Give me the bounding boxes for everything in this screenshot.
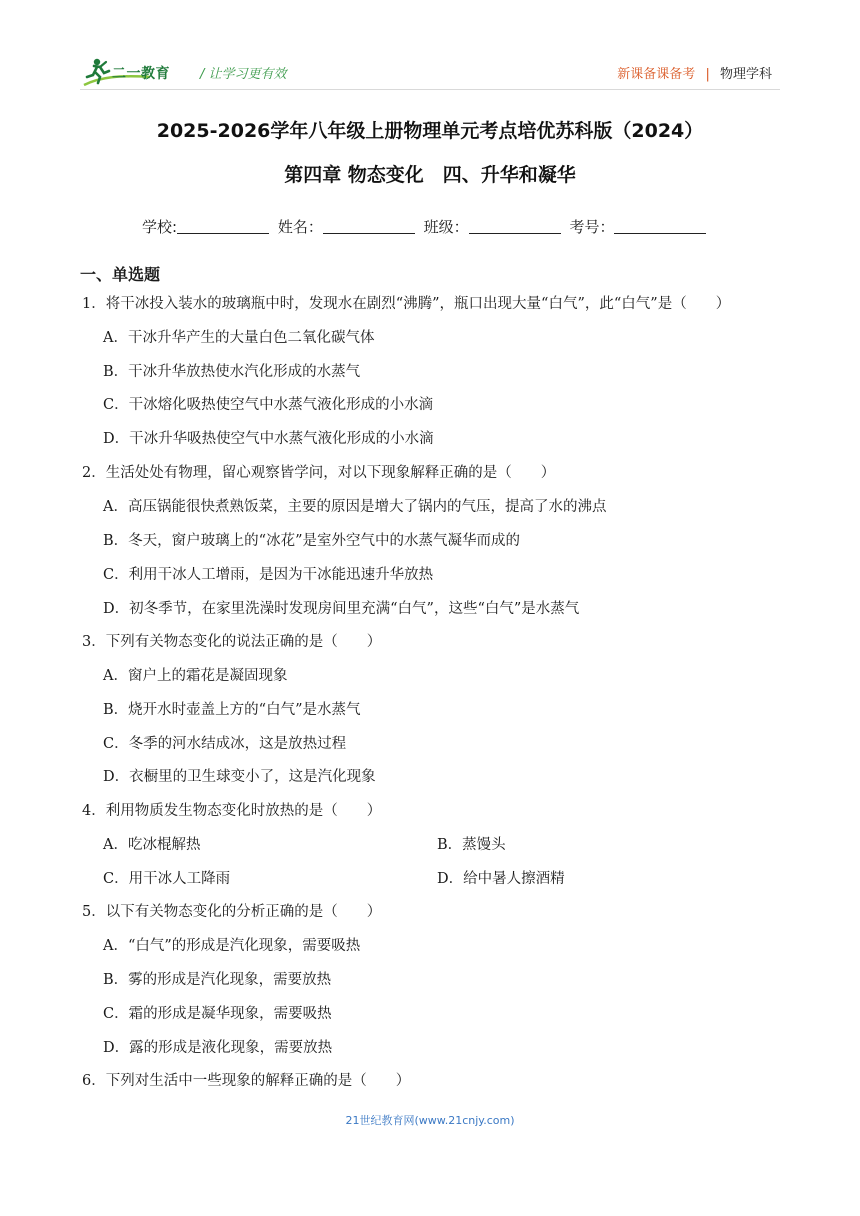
brand-logo [80,55,190,89]
logo-text: 二一教育 [112,66,170,82]
question-option: B．干冰升华放热使水汽化形成的水蒸气 [103,364,361,380]
question-option: A．吃冰棍解热 [103,837,201,853]
question-option: B．冬天，窗户玻璃上的“冰花”是室外空气中的水蒸气凝华而成的 [103,533,520,549]
question-option: A．高压锅能很快煮熟饭菜，主要的原因是增大了锅内的气压，提高了水的沸点 [103,499,607,515]
page-header [80,55,780,91]
question-stem: 6．下列对生活中一些现象的解释正确的是（ ） [82,1073,411,1089]
question-option: D．给中暑人擦酒精 [437,871,565,887]
question-stem: 2．生活处处有物理，留心观察皆学问，对以下现象解释正确的是（ ） [82,465,556,481]
page-title: 2025-2026学年八年级上册物理单元考点培优苏科版（2024） [156,120,704,142]
section-title: 一、单选题 [80,265,161,284]
header-divider [80,89,780,90]
question-option: C．干冰熔化吸热使空气中水蒸气液化形成的小水滴 [103,397,434,413]
class-label: 班级： [423,218,469,236]
question-option: B．蒸馒头 [437,837,506,853]
question-option: B．烧开水时壶盖上方的“白气”是水蒸气 [103,702,361,718]
question-option: A．窗户上的霜花是凝固现象 [103,668,288,684]
question-option: C．冬季的河水结成冰，这是放热过程 [103,736,347,752]
question-stem: 4．利用物质发生物态变化时放热的是（ ） [82,803,382,819]
name-label: 姓名： [277,218,323,236]
number-blank [614,219,706,234]
question-stem: 1．将干冰投入装水的玻璃瓶中时，发现水在剧烈“沸腾”，瓶口出现大量“白气”，此“白气”是（ ） [82,296,731,312]
header-separator: | [705,67,710,82]
header-right [617,63,772,82]
question-stem: 5．以下有关物态变化的分析正确的是（ ） [82,904,382,920]
school-blank [177,219,269,234]
question-option: A．干冰升华产生的大量白色二氧化碳气体 [103,330,375,346]
student-info [142,216,710,237]
question-option: D．露的形成是液化现象，需要放热 [103,1040,333,1056]
question-option: D．衣橱里的卫生球变小了，这是汽化现象 [103,769,376,785]
question-option: D．初冬季节，在家里洗澡时发现房间里充满“白气”，这些“白气”是水蒸气 [103,601,580,617]
question-option: D．干冰升华吸热使空气中水蒸气液化形成的小水滴 [103,431,434,447]
question-option: C．霜的形成是凝华现象，需要吸热 [103,1006,332,1022]
question-option: B．雾的形成是汽化现象，需要放热 [103,972,332,988]
page-subtitle: 第四章 物态变化 四、升华和凝华 [284,164,576,186]
class-blank [469,219,561,234]
question-option: C．用干冰人工降雨 [103,871,231,887]
page-footer: 21世纪教育网(www.21cnjy.com) [345,1114,515,1127]
school-label: 学校: [142,218,178,236]
question-stem: 3．下列有关物态变化的说法正确的是（ ） [82,634,382,650]
question-option: C．利用干冰人工增雨，是因为干冰能迅速升华放热 [103,567,434,583]
header-subject: 物理学科 [719,67,772,82]
number-label: 考号： [569,218,615,236]
question-option: A．“白气”的形成是汽化现象，需要吸热 [103,938,361,954]
name-blank [323,219,415,234]
header-tag: 新课备课备考 [617,67,696,82]
header-slogan: / 让学习更有效 [200,67,287,82]
